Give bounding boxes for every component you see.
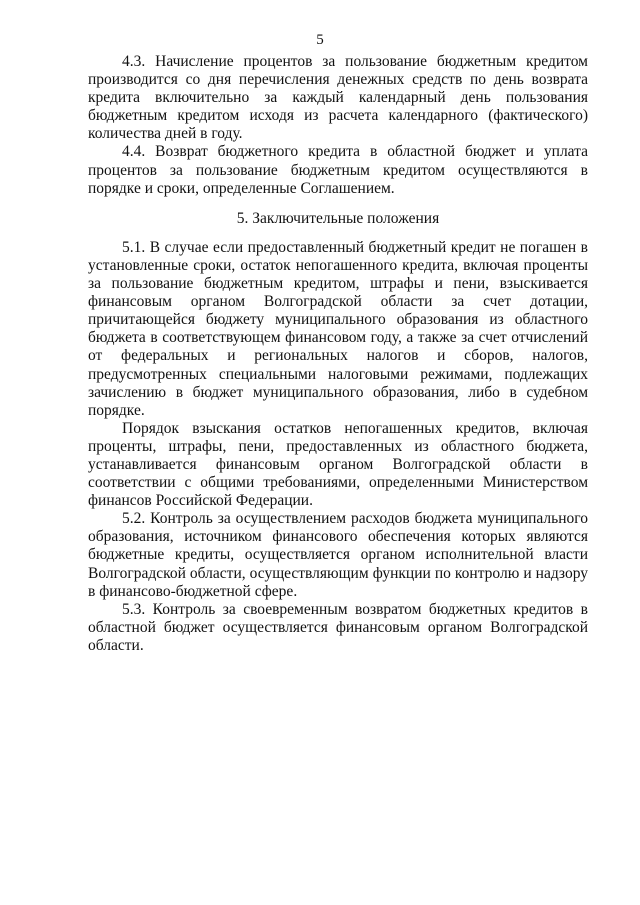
paragraph-4-3: 4.3. Начисление процентов за пользование бюджетным кредитом производится со дня перечисления денежных средств по день возврата кредита включительно за каждый календарный день пользования бюджетным кредитом исходя из расчета календарного (фактического) количества дней в году. [88,53,588,143]
paragraph-4-4: 4.4. Возврат бюджетного кредита в областной бюджет и уплата процентов за пользование бюджетным кредитом осуществляются в порядке и сроки, определенные Соглашением. [88,143,588,197]
page-number: 5 [316,32,324,48]
paragraph-5-1: 5.1. В случае если предоставленный бюджетный кредит не погашен в установленные сроки, остаток непогашенного кредита, включая проценты за пользование бюджетным кредитом, штрафы и пени, взыскивается финансовым органом Волгоградской области за счет дотации, причитающейся бюджету муниципального образования из областного бюджета в соответствующем финансовом году, а также за счет отчислений от федеральных и региональных налогов и сборов, налогов, предусмотренных специальными налоговыми режимами, подлежащих зачислению в бюджет муниципального образования, либо в судебном порядке. [88,238,588,419]
section-5-heading: 5. Заключительные положения [236,209,440,227]
document-body [88,53,588,655]
paragraph-5-2: 5.2. Контроль за осуществлением расходов бюджета муниципального образования, источником финансового обеспечения которых являются бюджетные кредиты, осуществляется органом исполнительной власти Волгоградской области, осуществляющим функции по контролю и надзору в финансово-бюджетной сфере. [88,510,588,600]
paragraph-5-3: 5.3. Контроль за своевременным возвратом бюджетных кредитов в областной бюджет осуществляется финансовым органом Волгоградской области. [88,600,588,654]
paragraph-5-1-recovery-order: Порядок взыскания остатков непогашенных кредитов, включая проценты, штрафы, пени, предоставленных из областного бюджета, устанавливается финансовым органом Волгоградской области в соответствии с общими требованиями, определенными Министерством финансов Российской Федерации. [88,419,588,510]
